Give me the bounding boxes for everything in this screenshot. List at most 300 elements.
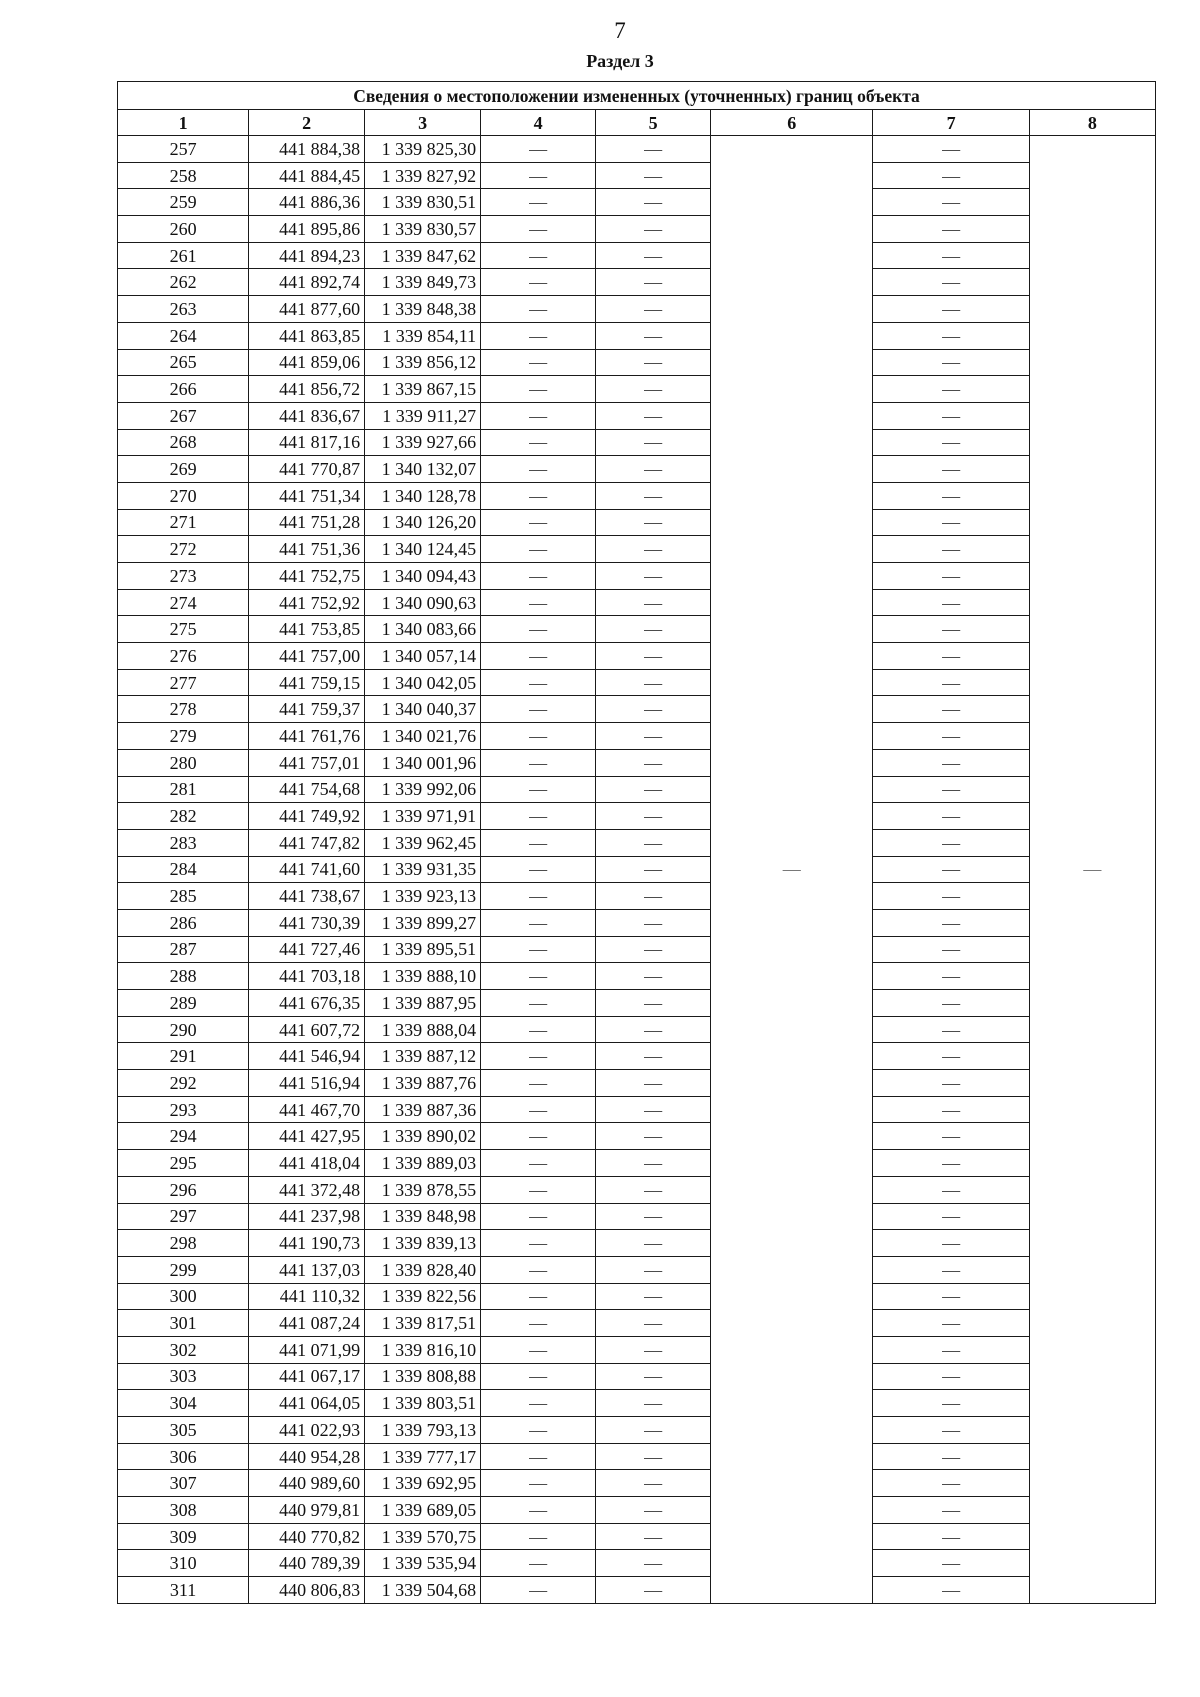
- column-5-cell: —: [596, 376, 711, 403]
- coordinate-x-cell: 441 877,60: [249, 296, 365, 323]
- column-5-cell: —: [596, 1523, 711, 1550]
- point-number-cell: 301: [118, 1310, 249, 1337]
- column-7-cell: —: [873, 856, 1029, 883]
- column-5-cell: —: [596, 723, 711, 750]
- coordinate-y-cell: 1 339 535,94: [365, 1550, 481, 1577]
- column-5-cell: —: [596, 1470, 711, 1497]
- column-4-cell: —: [481, 1390, 596, 1417]
- column-4-cell: —: [481, 482, 596, 509]
- table-row: [118, 883, 1156, 910]
- column-4-cell: —: [481, 563, 596, 590]
- column-7-cell: —: [873, 1417, 1029, 1444]
- point-number-cell: 271: [118, 509, 249, 536]
- column-4-cell: —: [481, 696, 596, 723]
- column-number: 7: [873, 110, 1029, 136]
- coordinate-y-cell: 1 339 848,98: [365, 1203, 481, 1230]
- point-number-cell: 308: [118, 1497, 249, 1524]
- coordinate-y-cell: 1 339 692,95: [365, 1470, 481, 1497]
- column-4-cell: —: [481, 269, 596, 296]
- column-4-cell: —: [481, 1043, 596, 1070]
- column-5-cell: —: [596, 1310, 711, 1337]
- column-5-cell: —: [596, 829, 711, 856]
- column-7-cell: —: [873, 1550, 1029, 1577]
- coordinate-x-cell: 441 894,23: [249, 242, 365, 269]
- column-4-cell: —: [481, 1443, 596, 1470]
- coordinate-y-cell: 1 340 128,78: [365, 482, 481, 509]
- column-5-cell: —: [596, 509, 711, 536]
- table-row: [118, 1310, 1156, 1337]
- column-4-cell: —: [481, 1230, 596, 1257]
- column-4-cell: —: [481, 322, 596, 349]
- column-7-cell: —: [873, 1043, 1029, 1070]
- column-4-cell: —: [481, 1176, 596, 1203]
- table-row: [118, 536, 1156, 563]
- coordinate-x-cell: 441 856,72: [249, 376, 365, 403]
- table-row: [118, 776, 1156, 803]
- column-5-cell: —: [596, 936, 711, 963]
- table-row: [118, 1497, 1156, 1524]
- coordinate-y-cell: 1 340 126,20: [365, 509, 481, 536]
- column-5-cell: —: [596, 616, 711, 643]
- coordinate-x-cell: 441 427,95: [249, 1123, 365, 1150]
- coordinate-x-cell: 441 064,05: [249, 1390, 365, 1417]
- column-7-cell: —: [873, 963, 1029, 990]
- column-7-cell: —: [873, 749, 1029, 776]
- column-4-cell: —: [481, 216, 596, 243]
- column-7-cell: —: [873, 696, 1029, 723]
- column-8-merged-cell: —: [1029, 136, 1155, 1604]
- column-7-cell: —: [873, 563, 1029, 590]
- coordinate-y-cell: 1 339 816,10: [365, 1336, 481, 1363]
- point-number-cell: 293: [118, 1096, 249, 1123]
- point-number-cell: 300: [118, 1283, 249, 1310]
- point-number-cell: 266: [118, 376, 249, 403]
- point-number-cell: 294: [118, 1123, 249, 1150]
- column-5-cell: —: [596, 1230, 711, 1257]
- column-5-cell: —: [596, 1256, 711, 1283]
- point-number-cell: 260: [118, 216, 249, 243]
- coordinate-x-cell: 441 761,76: [249, 723, 365, 750]
- coordinate-y-cell: 1 339 887,95: [365, 990, 481, 1017]
- point-number-cell: 299: [118, 1256, 249, 1283]
- coordinate-x-cell: 441 087,24: [249, 1310, 365, 1337]
- column-4-cell: —: [481, 509, 596, 536]
- coordinate-x-cell: 441 757,00: [249, 643, 365, 670]
- point-number-cell: 302: [118, 1336, 249, 1363]
- coordinate-x-cell: 440 770,82: [249, 1523, 365, 1550]
- coordinate-y-cell: 1 339 830,57: [365, 216, 481, 243]
- coordinate-x-cell: 441 546,94: [249, 1043, 365, 1070]
- section-title: Раздел 3: [586, 51, 654, 71]
- coordinate-y-cell: 1 339 848,38: [365, 296, 481, 323]
- column-7-cell: —: [873, 1497, 1029, 1524]
- column-7-cell: —: [873, 1470, 1029, 1497]
- column-5-cell: —: [596, 643, 711, 670]
- table-row: [118, 749, 1156, 776]
- point-number-cell: 311: [118, 1577, 249, 1604]
- column-7-cell: —: [873, 616, 1029, 643]
- column-4-cell: —: [481, 803, 596, 830]
- table-row: [118, 803, 1156, 830]
- column-number: 2: [249, 110, 365, 136]
- point-number-cell: 285: [118, 883, 249, 910]
- point-number-cell: 298: [118, 1230, 249, 1257]
- column-5-cell: —: [596, 1550, 711, 1577]
- point-number-cell: 303: [118, 1363, 249, 1390]
- table-row: [118, 242, 1156, 269]
- coordinate-y-cell: 1 339 793,13: [365, 1417, 481, 1444]
- column-7-cell: —: [873, 536, 1029, 563]
- column-4-cell: —: [481, 909, 596, 936]
- coordinate-y-cell: 1 339 689,05: [365, 1497, 481, 1524]
- coordinate-y-cell: 1 339 927,66: [365, 429, 481, 456]
- column-4-cell: —: [481, 883, 596, 910]
- coordinate-y-cell: 1 339 971,91: [365, 803, 481, 830]
- column-5-cell: —: [596, 1363, 711, 1390]
- point-number-cell: 270: [118, 482, 249, 509]
- column-7-cell: —: [873, 189, 1029, 216]
- column-4-cell: —: [481, 1096, 596, 1123]
- point-number-cell: 275: [118, 616, 249, 643]
- column-7-cell: —: [873, 1150, 1029, 1177]
- column-5-cell: —: [596, 349, 711, 376]
- table-row: [118, 402, 1156, 429]
- point-number-cell: 305: [118, 1417, 249, 1444]
- point-number-cell: 267: [118, 402, 249, 429]
- table-row: [118, 1283, 1156, 1310]
- coordinate-y-cell: 1 339 847,62: [365, 242, 481, 269]
- column-4-cell: —: [481, 723, 596, 750]
- point-number-cell: 296: [118, 1176, 249, 1203]
- column-7-cell: —: [873, 990, 1029, 1017]
- column-5-cell: —: [596, 136, 711, 163]
- point-number-cell: 284: [118, 856, 249, 883]
- column-7-cell: —: [873, 1390, 1029, 1417]
- column-7-cell: —: [873, 1577, 1029, 1604]
- coordinate-y-cell: 1 339 895,51: [365, 936, 481, 963]
- coordinate-y-cell: 1 340 124,45: [365, 536, 481, 563]
- column-4-cell: —: [481, 1150, 596, 1177]
- coordinate-y-cell: 1 340 132,07: [365, 456, 481, 483]
- column-4-cell: —: [481, 376, 596, 403]
- coordinate-x-cell: 441 751,36: [249, 536, 365, 563]
- column-7-cell: —: [873, 1070, 1029, 1097]
- coordinate-y-cell: 1 340 021,76: [365, 723, 481, 750]
- column-7-cell: —: [873, 1523, 1029, 1550]
- column-7-cell: —: [873, 322, 1029, 349]
- column-5-cell: —: [596, 909, 711, 936]
- column-7-cell: —: [873, 803, 1029, 830]
- column-5-cell: —: [596, 216, 711, 243]
- coordinate-y-cell: 1 339 825,30: [365, 136, 481, 163]
- column-7-cell: —: [873, 1016, 1029, 1043]
- column-5-cell: —: [596, 1336, 711, 1363]
- coordinate-x-cell: 441 751,34: [249, 482, 365, 509]
- point-number-cell: 279: [118, 723, 249, 750]
- coordinates-table: [117, 81, 1156, 1604]
- column-7-cell: —: [873, 376, 1029, 403]
- coordinate-x-cell: 441 418,04: [249, 1150, 365, 1177]
- table-row: [118, 1203, 1156, 1230]
- column-5-cell: —: [596, 296, 711, 323]
- table-row: [118, 1230, 1156, 1257]
- coordinate-x-cell: 441 237,98: [249, 1203, 365, 1230]
- table-row: [118, 296, 1156, 323]
- table-row: [118, 1523, 1156, 1550]
- table-row: [118, 1336, 1156, 1363]
- column-7-cell: —: [873, 883, 1029, 910]
- column-4-cell: —: [481, 643, 596, 670]
- coordinate-x-cell: 441 738,67: [249, 883, 365, 910]
- coordinate-x-cell: 441 884,45: [249, 162, 365, 189]
- column-7-cell: —: [873, 1363, 1029, 1390]
- table-row: [118, 1096, 1156, 1123]
- column-7-cell: —: [873, 1176, 1029, 1203]
- column-4-cell: —: [481, 776, 596, 803]
- coordinate-y-cell: 1 340 001,96: [365, 749, 481, 776]
- table-caption: Сведения о местоположении измененных (уточненных) границ объекта: [118, 82, 1156, 110]
- table-row: [118, 136, 1156, 163]
- column-4-cell: —: [481, 1417, 596, 1444]
- coordinate-x-cell: 441 727,46: [249, 936, 365, 963]
- table-row: [118, 829, 1156, 856]
- column-7-cell: —: [873, 162, 1029, 189]
- coordinate-x-cell: 441 753,85: [249, 616, 365, 643]
- point-number-cell: 288: [118, 963, 249, 990]
- column-4-cell: —: [481, 963, 596, 990]
- table-caption-row: [118, 82, 1156, 110]
- column-4-cell: —: [481, 242, 596, 269]
- table-row: [118, 1016, 1156, 1043]
- column-7-cell: —: [873, 349, 1029, 376]
- coordinate-y-cell: 1 339 962,45: [365, 829, 481, 856]
- column-7-cell: —: [873, 1256, 1029, 1283]
- column-5-cell: —: [596, 429, 711, 456]
- table-row: [118, 1150, 1156, 1177]
- column-4-cell: —: [481, 1070, 596, 1097]
- column-5-cell: —: [596, 1096, 711, 1123]
- column-5-cell: —: [596, 402, 711, 429]
- coordinate-y-cell: 1 340 090,63: [365, 589, 481, 616]
- coordinate-x-cell: 441 895,86: [249, 216, 365, 243]
- column-5-cell: —: [596, 1203, 711, 1230]
- table-row: [118, 456, 1156, 483]
- coordinate-x-cell: 440 789,39: [249, 1550, 365, 1577]
- column-4-cell: —: [481, 136, 596, 163]
- column-4-cell: —: [481, 1497, 596, 1524]
- column-4-cell: —: [481, 829, 596, 856]
- coordinate-y-cell: 1 339 911,27: [365, 402, 481, 429]
- table-row: [118, 1443, 1156, 1470]
- column-5-cell: —: [596, 456, 711, 483]
- column-4-cell: —: [481, 1203, 596, 1230]
- column-5-cell: —: [596, 482, 711, 509]
- column-7-cell: —: [873, 1123, 1029, 1150]
- coordinate-y-cell: 1 339 856,12: [365, 349, 481, 376]
- point-number-cell: 286: [118, 909, 249, 936]
- coordinate-y-cell: 1 339 890,02: [365, 1123, 481, 1150]
- coordinate-y-cell: 1 339 849,73: [365, 269, 481, 296]
- table-row: [118, 669, 1156, 696]
- column-5-cell: —: [596, 1016, 711, 1043]
- table-row: [118, 376, 1156, 403]
- table-row: [118, 723, 1156, 750]
- column-4-cell: —: [481, 402, 596, 429]
- point-number-cell: 276: [118, 643, 249, 670]
- column-6-merged-cell: —: [711, 136, 873, 1604]
- table-row: [118, 856, 1156, 883]
- table-row: [118, 162, 1156, 189]
- column-4-cell: —: [481, 429, 596, 456]
- table-row: [118, 1176, 1156, 1203]
- coordinate-y-cell: 1 339 887,12: [365, 1043, 481, 1070]
- column-7-cell: —: [873, 429, 1029, 456]
- table-row: [118, 616, 1156, 643]
- point-number-cell: 281: [118, 776, 249, 803]
- column-5-cell: —: [596, 990, 711, 1017]
- coordinate-x-cell: 441 759,37: [249, 696, 365, 723]
- column-4-cell: —: [481, 536, 596, 563]
- coordinate-y-cell: 1 340 042,05: [365, 669, 481, 696]
- table-row: [118, 1363, 1156, 1390]
- column-5-cell: —: [596, 162, 711, 189]
- column-7-cell: —: [873, 1310, 1029, 1337]
- table-row: [118, 216, 1156, 243]
- column-4-cell: —: [481, 162, 596, 189]
- column-5-cell: —: [596, 1497, 711, 1524]
- column-4-cell: —: [481, 189, 596, 216]
- point-number-cell: 287: [118, 936, 249, 963]
- column-5-cell: —: [596, 963, 711, 990]
- column-5-cell: —: [596, 776, 711, 803]
- point-number-cell: 277: [118, 669, 249, 696]
- column-7-cell: —: [873, 1203, 1029, 1230]
- column-5-cell: —: [596, 696, 711, 723]
- column-5-cell: —: [596, 1070, 711, 1097]
- column-5-cell: —: [596, 322, 711, 349]
- coordinate-x-cell: 441 886,36: [249, 189, 365, 216]
- column-7-cell: —: [873, 1230, 1029, 1257]
- table-row: [118, 1390, 1156, 1417]
- column-5-cell: —: [596, 749, 711, 776]
- column-4-cell: —: [481, 1123, 596, 1150]
- coordinate-x-cell: 440 989,60: [249, 1470, 365, 1497]
- table-row: [118, 482, 1156, 509]
- coordinate-x-cell: 441 607,72: [249, 1016, 365, 1043]
- table-row: [118, 589, 1156, 616]
- table-row: [118, 1550, 1156, 1577]
- column-7-cell: —: [873, 723, 1029, 750]
- coordinate-x-cell: 441 884,38: [249, 136, 365, 163]
- column-4-cell: —: [481, 936, 596, 963]
- table-row: [118, 349, 1156, 376]
- coordinate-y-cell: 1 339 923,13: [365, 883, 481, 910]
- point-number-cell: 258: [118, 162, 249, 189]
- table-row: [118, 429, 1156, 456]
- table-row: [118, 1043, 1156, 1070]
- table-row: [118, 1470, 1156, 1497]
- coordinate-y-cell: 1 339 867,15: [365, 376, 481, 403]
- column-5-cell: —: [596, 536, 711, 563]
- column-4-cell: —: [481, 669, 596, 696]
- coordinate-x-cell: 441 741,60: [249, 856, 365, 883]
- coordinate-x-cell: 440 806,83: [249, 1577, 365, 1604]
- column-4-cell: —: [481, 1016, 596, 1043]
- column-7-cell: —: [873, 1283, 1029, 1310]
- coordinate-x-cell: 441 516,94: [249, 1070, 365, 1097]
- table-row: [118, 509, 1156, 536]
- column-4-cell: —: [481, 1523, 596, 1550]
- point-number-cell: 289: [118, 990, 249, 1017]
- column-4-cell: —: [481, 296, 596, 323]
- table-row: [118, 189, 1156, 216]
- column-5-cell: —: [596, 1123, 711, 1150]
- coordinate-x-cell: 441 467,70: [249, 1096, 365, 1123]
- column-7-cell: —: [873, 269, 1029, 296]
- coordinate-x-cell: 441 859,06: [249, 349, 365, 376]
- point-number-cell: 309: [118, 1523, 249, 1550]
- coordinate-y-cell: 1 339 570,75: [365, 1523, 481, 1550]
- coordinate-x-cell: 441 747,82: [249, 829, 365, 856]
- point-number-cell: 264: [118, 322, 249, 349]
- column-7-cell: —: [873, 402, 1029, 429]
- point-number-cell: 259: [118, 189, 249, 216]
- table-row: [118, 1123, 1156, 1150]
- coordinate-y-cell: 1 340 040,37: [365, 696, 481, 723]
- coordinate-x-cell: 441 749,92: [249, 803, 365, 830]
- table-row: [118, 1070, 1156, 1097]
- coordinate-y-cell: 1 339 504,68: [365, 1577, 481, 1604]
- column-7-cell: —: [873, 643, 1029, 670]
- coordinate-y-cell: 1 340 094,43: [365, 563, 481, 590]
- point-number-cell: 272: [118, 536, 249, 563]
- coordinate-y-cell: 1 339 899,27: [365, 909, 481, 936]
- column-5-cell: —: [596, 1577, 711, 1604]
- point-number-cell: 295: [118, 1150, 249, 1177]
- coordinate-x-cell: 441 770,87: [249, 456, 365, 483]
- coordinate-y-cell: 1 339 803,51: [365, 1390, 481, 1417]
- coordinate-y-cell: 1 339 931,35: [365, 856, 481, 883]
- column-number: 4: [481, 110, 596, 136]
- column-7-cell: —: [873, 1096, 1029, 1123]
- coordinate-x-cell: 441 676,35: [249, 990, 365, 1017]
- coordinate-x-cell: 441 730,39: [249, 909, 365, 936]
- column-7-cell: —: [873, 456, 1029, 483]
- coordinate-y-cell: 1 339 888,10: [365, 963, 481, 990]
- table-row: [118, 269, 1156, 296]
- column-4-cell: —: [481, 1577, 596, 1604]
- coordinate-y-cell: 1 339 888,04: [365, 1016, 481, 1043]
- coordinate-x-cell: 441 817,16: [249, 429, 365, 456]
- column-4-cell: —: [481, 749, 596, 776]
- coordinate-x-cell: 441 372,48: [249, 1176, 365, 1203]
- column-number: 5: [596, 110, 711, 136]
- point-number-cell: 282: [118, 803, 249, 830]
- point-number-cell: 273: [118, 563, 249, 590]
- coordinate-y-cell: 1 339 887,36: [365, 1096, 481, 1123]
- coordinate-x-cell: 441 757,01: [249, 749, 365, 776]
- column-7-cell: —: [873, 1443, 1029, 1470]
- column-4-cell: —: [481, 1550, 596, 1577]
- coordinate-x-cell: 440 954,28: [249, 1443, 365, 1470]
- point-number-cell: 307: [118, 1470, 249, 1497]
- column-number: 8: [1029, 110, 1155, 136]
- point-number-cell: 257: [118, 136, 249, 163]
- column-5-cell: —: [596, 589, 711, 616]
- coordinate-x-cell: 441 752,92: [249, 589, 365, 616]
- coordinate-y-cell: 1 339 777,17: [365, 1443, 481, 1470]
- coordinate-x-cell: 440 979,81: [249, 1497, 365, 1524]
